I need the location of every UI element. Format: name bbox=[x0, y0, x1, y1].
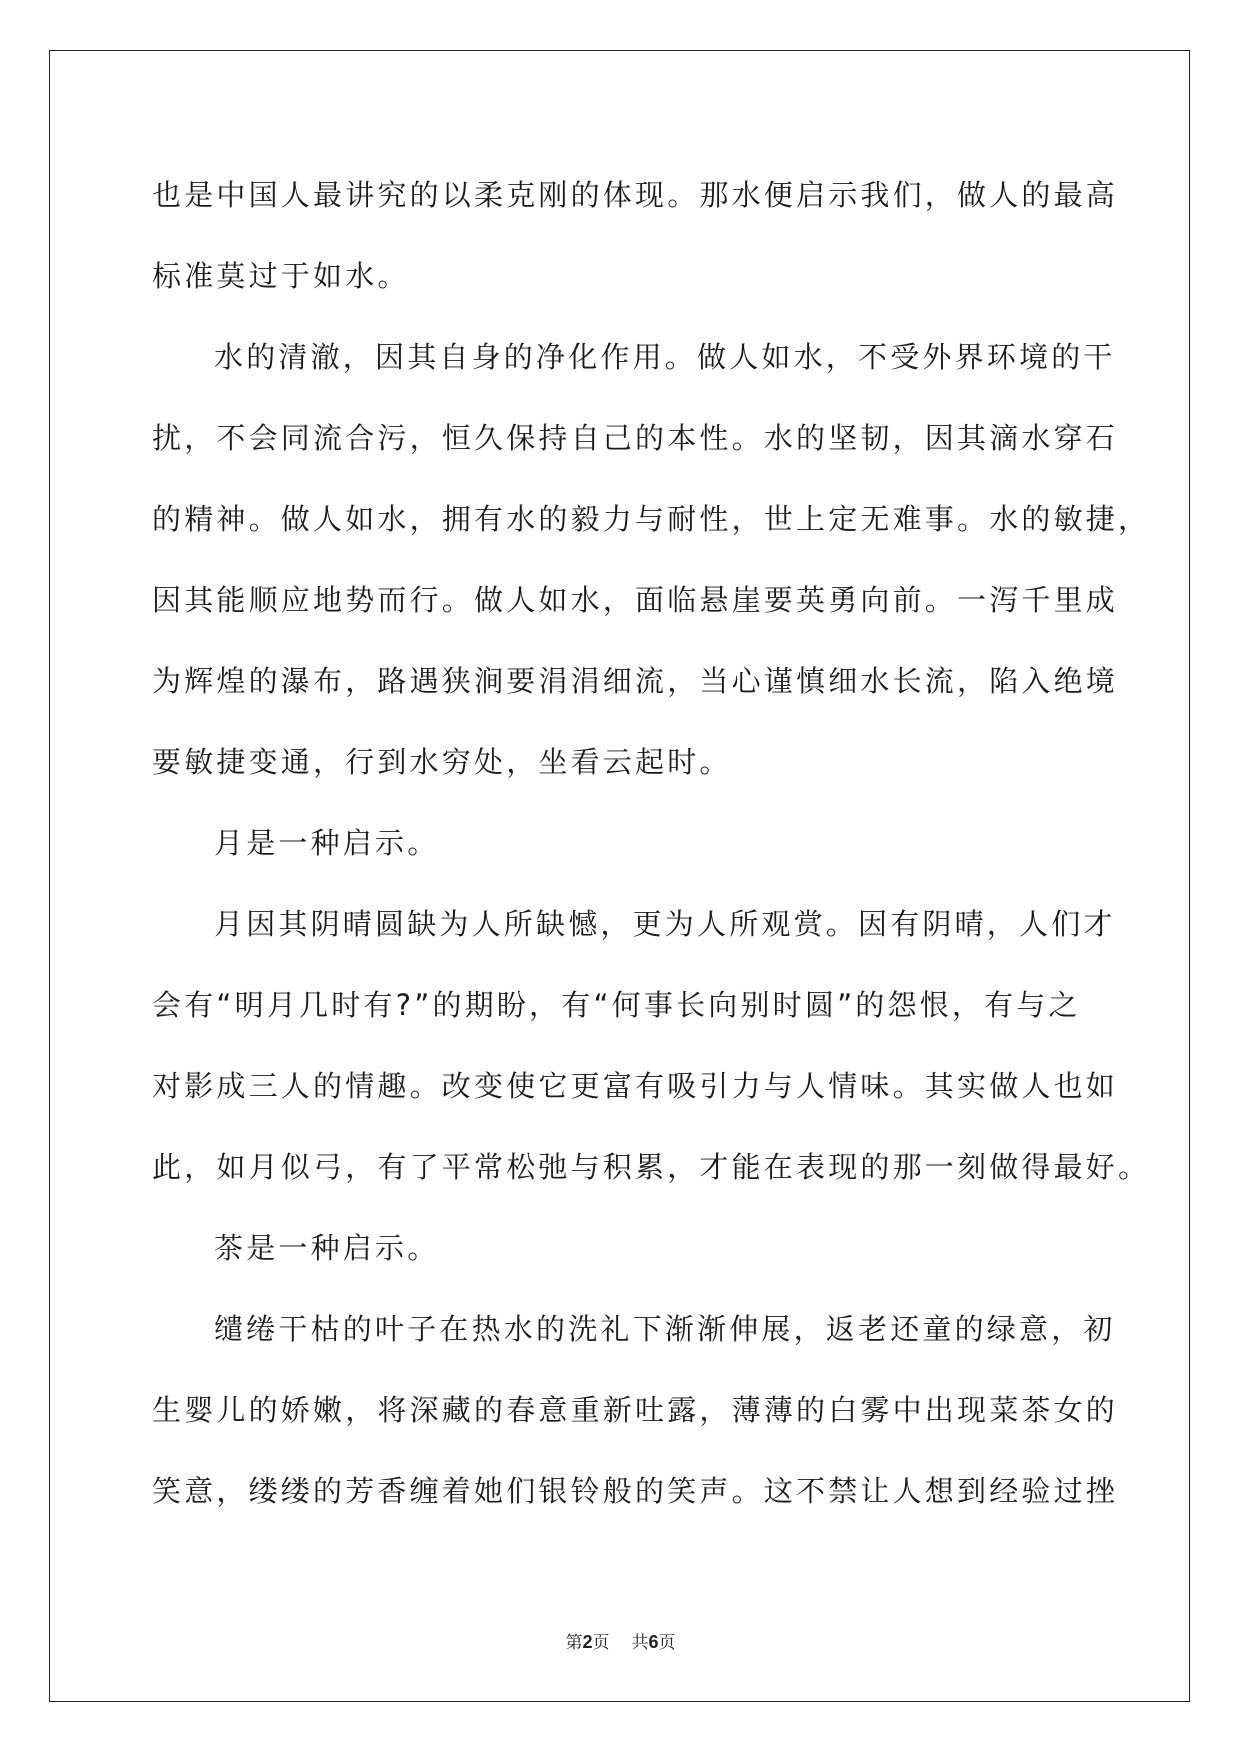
text-line: 笑意，缕缕的芳香缠着她们银铃般的笑声。这不禁让人想到经验过挫 bbox=[152, 1474, 1119, 1508]
total-pages: 6 bbox=[648, 1632, 659, 1652]
footer-total-prefix: 共 bbox=[631, 1633, 649, 1653]
text-line: 为辉煌的瀑布，路遇狭涧要涓涓细流，当心谨慎细水长流，陷入绝境 bbox=[152, 664, 1119, 698]
paragraph bbox=[152, 1208, 1092, 1289]
text-line: 也是中国人最讲究的以柔克刚的体现。那水便启示我们，做人的最高 bbox=[152, 178, 1119, 212]
text-line: 的精神。做人如水，拥有水的毅力与耐性，世上定无难事。水的敏捷， bbox=[152, 502, 1151, 536]
paragraph bbox=[152, 317, 1151, 803]
text-line: 会有“明月几时有?”的期盼，有“何事长向别时圆”的怨恨，有与之 bbox=[152, 988, 1081, 1022]
footer-prefix: 第 bbox=[565, 1633, 583, 1653]
paragraph bbox=[152, 803, 1092, 884]
text-line: 水的清澈，因其自身的净化作用。做人如水，不受外界环境的干 bbox=[214, 340, 1116, 374]
paragraph bbox=[152, 884, 1151, 1208]
text-line: 缱绻干枯的叶子在热水的洗礼下渐渐伸展，返老还童的绿意，初 bbox=[214, 1312, 1116, 1346]
page-footer bbox=[0, 1628, 1241, 1653]
footer-total-suffix: 页 bbox=[658, 1633, 676, 1653]
text-line: 扰，不会同流合污，恒久保持自己的本性。水的坚韧，因其滴水穿石 bbox=[152, 421, 1119, 455]
footer-page-suffix: 页 bbox=[592, 1633, 610, 1653]
text-line: 因其能顺应地势而行。做人如水，面临悬崖要英勇向前。一泻千里成 bbox=[152, 583, 1119, 617]
text-line: 月因其阴晴圆缺为人所缺憾，更为人所观赏。因有阴晴，人们才 bbox=[214, 907, 1116, 941]
text-line: 此，如月似弓，有了平常松弛与积累，才能在表现的那一刻做得最好。 bbox=[152, 1150, 1151, 1184]
text-line: 要敏捷变通，行到水穷处，坐看云起时。 bbox=[152, 745, 732, 779]
document-body bbox=[152, 155, 1151, 1532]
text-line: 生婴儿的娇嫩，将深藏的春意重新吐露，薄薄的白雾中出现菜茶女的 bbox=[152, 1393, 1119, 1427]
text-line: 标准莫过于如水。 bbox=[152, 259, 410, 293]
page-number: 2 bbox=[582, 1632, 593, 1652]
paragraph bbox=[152, 1289, 1119, 1532]
text-line: 月是一种启示。 bbox=[214, 826, 440, 860]
text-line: 茶是一种启示。 bbox=[214, 1231, 440, 1265]
paragraph bbox=[152, 155, 1119, 317]
text-line: 对影成三人的情趣。改变使它更富有吸引力与人情味。其实做人也如 bbox=[152, 1069, 1119, 1103]
